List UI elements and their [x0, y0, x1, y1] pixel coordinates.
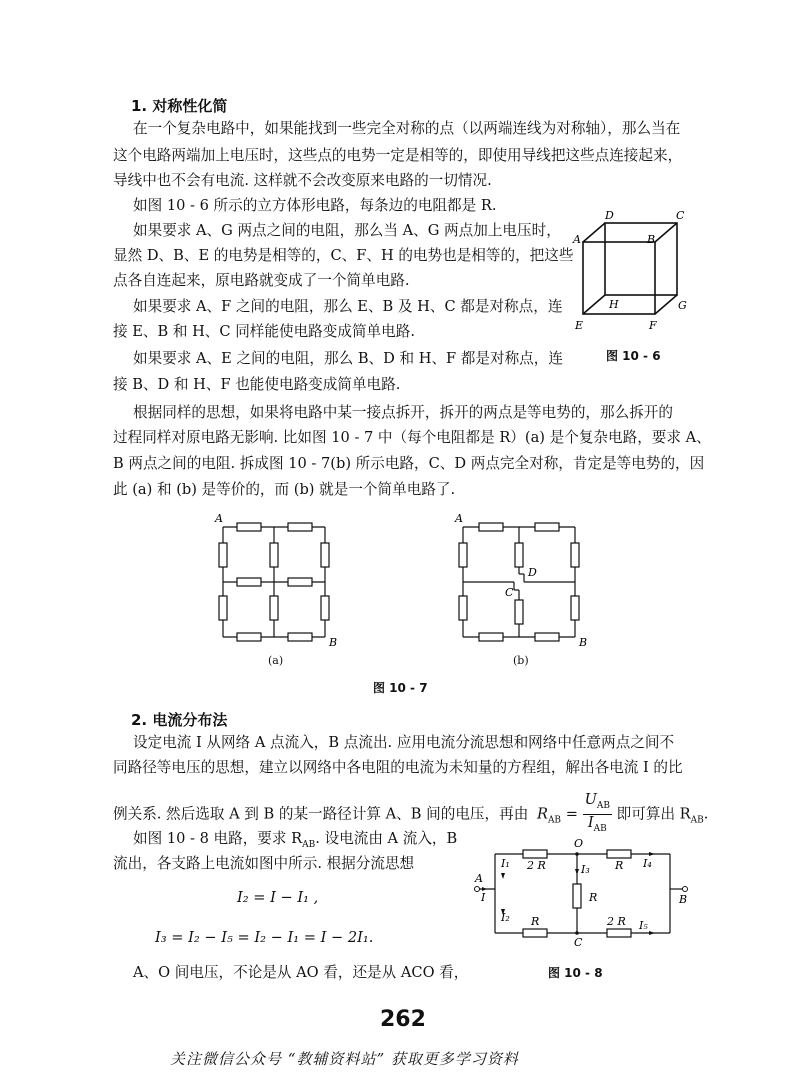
figure-10-7b-sublabel: (b): [513, 654, 529, 667]
fig108-label-i5: I₅: [639, 919, 648, 932]
fig108-label-b: B: [679, 893, 688, 906]
paragraph-6-line-3: B 两点之间的电阻. 拆成图 10 - 7(b) 所示电路，C、D 两点完全对称，肯定是等电势的，因: [113, 455, 705, 472]
fig107b-label-a: A: [455, 512, 463, 525]
fig108-label-r-bot-right: 2 R: [607, 915, 626, 928]
fig108-label-o: O: [574, 837, 584, 850]
paragraph-6-line-1: 根据同样的思想，如果将电路中某一接点拆开，拆开的两点是等电势的，那么拆开的: [133, 404, 673, 421]
cube-label-f: F: [649, 319, 657, 332]
figure-10-8-circuit: [465, 835, 700, 955]
figure-10-7b-circuit: [448, 510, 588, 652]
cube-label-a: A: [573, 233, 581, 246]
fig108-label-r-top-left: 2 R: [527, 859, 546, 872]
formula-rab: $R_{AB}$ = $U_{AB}$ $I_{AB}$ 即可算出 $R_{AB}$.: [537, 792, 709, 837]
paragraph-4-line-2: 接 E、B 和 H、C 同样能使电路变成简单电路.: [113, 323, 415, 340]
figure-10-6-caption: 图 10 - 6: [606, 349, 661, 363]
paragraph-6-line-4: 此 (a) 和 (b) 是等价的，而 (b) 就是一个简单电路了.: [113, 481, 456, 498]
cube-label-h: H: [609, 298, 619, 311]
cube-label-d: D: [605, 209, 614, 222]
figure-10-8-caption: 图 10 - 8: [548, 966, 603, 980]
equation-i2: I₂ = I − I₁ ,: [237, 889, 319, 906]
page-number: 262: [380, 1007, 426, 1032]
paragraph-1-line-1: 在一个复杂电路中，如果能找到一些完全对称的点（以两端连线为对称轴），那么当在: [133, 120, 681, 137]
fig107a-label-a: A: [215, 512, 223, 525]
paragraph-3-line-2: 显然 D、B、E 的电势是相等的，C、F、H 的电势也是相等的，把这些: [113, 247, 574, 264]
section-title-symmetry: 1. 对称性化简: [131, 97, 228, 115]
formula-fraction: $U_{AB}$ $I_{AB}$: [584, 791, 611, 834]
fig108-label-i4: I₄: [643, 857, 652, 870]
paragraph-5-line-2: 接 B、D 和 H、F 也能使电路变成简单电路.: [113, 376, 401, 393]
equation-i3: I₃ = I₂ − I₅ = I₂ − I₁ = I − 2I₁.: [155, 929, 374, 946]
fig108-label-a: A: [475, 872, 483, 885]
fig107a-label-b: B: [329, 636, 338, 649]
fig108-label-c: C: [574, 936, 583, 949]
paragraph-3-line-3: 点各自连起来，原电路就变成了一个简单电路.: [113, 272, 410, 289]
section2-paragraph-2-line-1: 如图 10 - 8 电路，要求 $R_{AB}$. 设电流由 A 流入，B: [133, 830, 458, 850]
cube-label-e: E: [575, 319, 584, 332]
paragraph-1-line-2: 这个电路两端加上电压时，这些点的电势一定是相等的，即使用导线把这些点连接起来，: [113, 147, 683, 164]
paragraph-3-line-1: 如果要求 A、G 两点之间的电阻，那么当 A、G 两点加上电压时，: [133, 222, 561, 239]
figure-10-7a-sublabel: (a): [268, 654, 284, 667]
paragraph-4-line-1: 如果要求 A、F 之间的电阻，那么 E、B 及 H、C 都是对称点，连: [133, 298, 563, 315]
section2-paragraph-3: A、O 间电压，不论是从 AO 看，还是从 ACO 看，: [133, 964, 469, 981]
figure-10-7-caption: 图 10 - 7: [373, 681, 428, 695]
cube-back-face: [605, 223, 677, 295]
fig108-label-i3: I₃: [581, 863, 590, 876]
section2-paragraph-2-line-2: 流出，各支路上电流如图中所示. 根据分流思想: [113, 855, 415, 872]
footer-promo-text: 关注微信公众号 “教辅资料站” 获取更多学习资料: [170, 1050, 519, 1068]
section2-paragraph-1-line-1: 设定电流 I 从网络 A 点流入，B 点流出. 应用电流分流思想和网络中任意两点之间不: [133, 734, 675, 751]
cube-label-g: G: [678, 299, 687, 312]
paragraph-2: 如图 10 - 6 所示的立方体形电路，每条边的电阻都是 R.: [133, 197, 497, 214]
fig107b-label-d: D: [528, 566, 537, 579]
fig107b-label-c: C: [505, 586, 514, 599]
figure-10-6-cube: [570, 205, 695, 340]
fig108-label-r-top-right: R: [615, 859, 624, 872]
fig108-label-i1: I₁: [501, 857, 510, 870]
fig108-label-r-mid: R: [589, 891, 598, 904]
fig108-label-i: I: [481, 891, 486, 904]
section2-paragraph-1-line-2: 同路径等电压的思想，建立以网络中各电阻的电流为未知量的方程组，解出各电流 I 的比: [113, 759, 683, 776]
section-title-current-distribution: 2. 电流分布法: [131, 711, 228, 729]
paragraph-1-line-3: 导线中也不会有电流. 这样就不会改变原来电路的一切情况.: [113, 172, 492, 189]
fig108-label-r-bot-left: R: [531, 915, 540, 928]
paragraph-5-line-1: 如果要求 A、E 之间的电阻，那么 B、D 和 H、F 都是对称点，连: [133, 350, 563, 367]
cube-label-c: C: [676, 209, 685, 222]
cube-label-b: B: [647, 233, 656, 246]
figure-10-7a-circuit: [208, 510, 353, 652]
cube-front-face: [583, 242, 655, 314]
fig108-label-i2: I₂: [501, 911, 510, 924]
fig107b-label-b: B: [579, 636, 588, 649]
paragraph-6-line-2: 过程同样对原电路无影响. 比如图 10 - 7 中（每个电阻都是 R）(a) 是个复杂电路，要求 A、: [113, 429, 711, 446]
section2-paragraph-1-line-3: 例关系. 然后选取 A 到 B 的某一路径计算 A、B 间的电压，再由 $R_{AB}$ = $U_{AB}$ $I_{AB}$ 即可算出 $R_{AB}$.: [113, 792, 708, 837]
